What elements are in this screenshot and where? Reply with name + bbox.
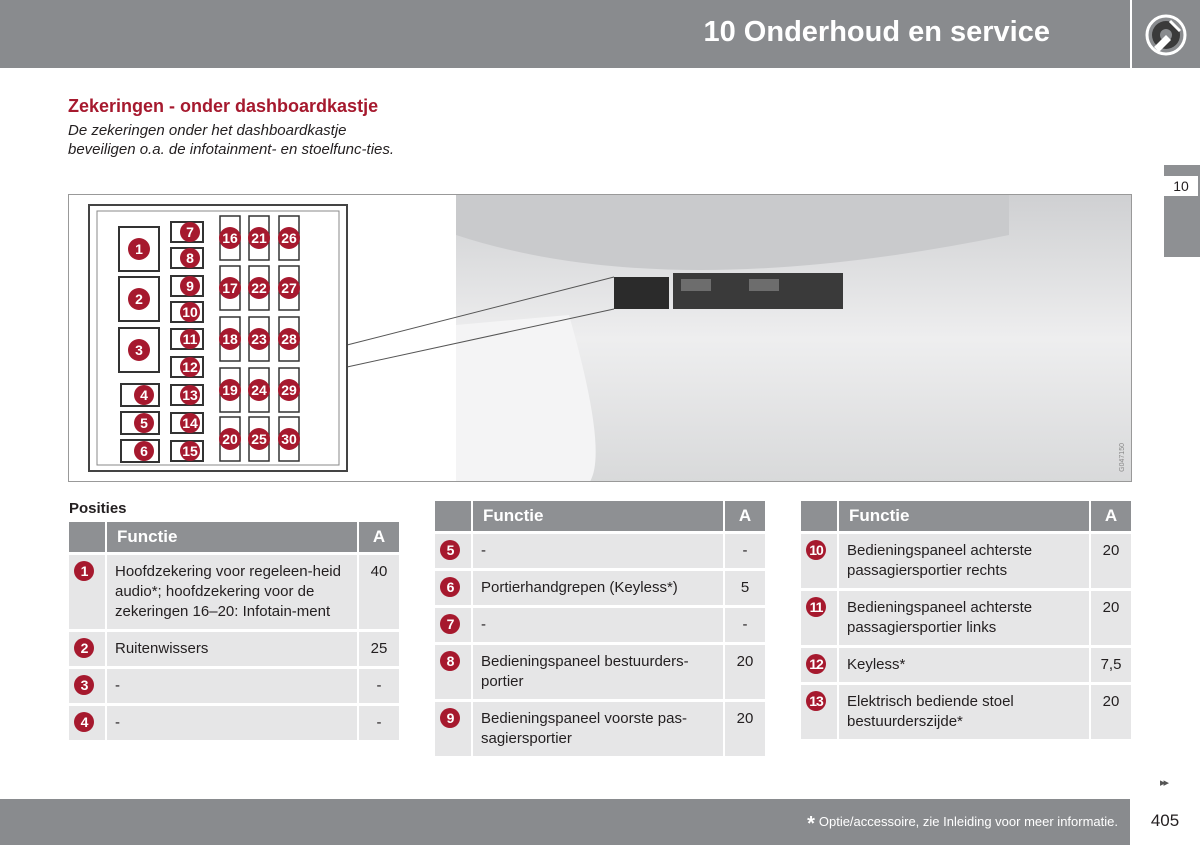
ampere-header: A — [359, 522, 399, 552]
fuse-number: 15 — [182, 443, 198, 459]
fuse-number-badge: 11 — [806, 597, 826, 617]
table-row — [69, 555, 399, 629]
fuse-label — [248, 277, 270, 299]
table-row — [435, 571, 765, 605]
fuse-number: 11 — [182, 331, 198, 347]
fuse-box-diagram — [89, 205, 347, 471]
fuse-label — [128, 238, 150, 260]
fuse-label — [248, 328, 270, 350]
function-cell: Keyless* — [839, 648, 1091, 682]
ampere-cell: 20 — [1091, 685, 1131, 739]
ampere-cell: 7,5 — [1091, 648, 1131, 682]
table-row — [69, 669, 399, 703]
function-cell: - — [473, 534, 725, 568]
table-row — [801, 591, 1131, 645]
function-cell: Hoofdzekering voor regeleen-heid audio*; hoofdzekering voor de zekeringen 16–20: Infotain-ment — [107, 555, 359, 629]
function-header: Functie — [107, 522, 359, 552]
table-header-row — [69, 522, 399, 552]
fuse-label — [180, 413, 200, 433]
fuse-number: 20 — [222, 431, 238, 447]
chapter-title: 10 Onderhoud en service — [703, 16, 1050, 48]
fuse-label — [134, 441, 154, 461]
fuse-label — [248, 379, 270, 401]
fuse-number-cell — [801, 685, 839, 739]
fuse-number: 10 — [182, 304, 198, 320]
fuse-number: 24 — [251, 382, 267, 398]
fuse-number: 8 — [186, 250, 194, 266]
fuse-number: 21 — [251, 230, 267, 246]
fuse-number: 5 — [140, 415, 148, 431]
table-header-row — [435, 501, 765, 531]
fuse-label — [219, 227, 241, 249]
fuse-number: 25 — [251, 431, 267, 447]
fuse-label — [248, 227, 270, 249]
fuse-slot — [681, 279, 711, 291]
chapter-side-tab-label: 10 — [1164, 176, 1198, 196]
ampere-cell: 20 — [725, 645, 765, 699]
ampere-cell: 20 — [1091, 591, 1131, 645]
ampere-cell: 5 — [725, 571, 765, 605]
table-row — [69, 706, 399, 740]
table-row — [801, 534, 1131, 588]
fuse-number: 22 — [251, 280, 267, 296]
ampere-cell: - — [359, 669, 399, 703]
fuse-number: 19 — [222, 382, 238, 398]
fuse-table-1 — [69, 519, 399, 743]
table-row — [435, 534, 765, 568]
fuse-label — [134, 385, 154, 405]
function-cell: Bedieningspaneel voorste pas-sagiersportier — [473, 702, 725, 756]
fuse-number-badge: 7 — [440, 614, 460, 634]
ampere-cell: 20 — [1091, 534, 1131, 588]
fuse-number-badge: 4 — [74, 712, 94, 732]
fuse-number: 6 — [140, 443, 148, 459]
fuse-label — [180, 357, 200, 377]
fuse-number-cell — [69, 669, 107, 703]
fuse-number: 12 — [182, 359, 198, 375]
function-cell: - — [473, 608, 725, 642]
fuse-number-cell — [435, 571, 473, 605]
footnote — [807, 813, 1118, 836]
function-cell: - — [107, 669, 359, 703]
fuse-number: 28 — [281, 331, 297, 347]
fuse-number-badge: 2 — [74, 638, 94, 658]
function-cell: Elektrisch bediende stoel bestuurderszijde* — [839, 685, 1091, 739]
fuse-label — [180, 248, 200, 268]
fuse-number-badge: 5 — [440, 540, 460, 560]
fuse-number-badge: 8 — [440, 651, 460, 671]
fuse-label — [128, 288, 150, 310]
section-intro: De zekeringen onder het dashboardkastje beveiligen o.a. de infotainment- en stoelfunc-ties. — [68, 122, 395, 158]
positions-label: Posities — [69, 500, 127, 517]
table-row — [435, 645, 765, 699]
fuse-number-cell — [435, 645, 473, 699]
fuse-number-badge: 12 — [806, 654, 826, 674]
fuse-box-figure — [68, 194, 1132, 482]
fuse-number-cell — [801, 648, 839, 682]
fuse-label — [180, 385, 200, 405]
footnote-text: Optie/accessoire, zie Inleiding voor meer informatie. — [818, 814, 1118, 829]
fuse-number: 27 — [281, 280, 297, 296]
table-row — [435, 608, 765, 642]
function-cell: Bedieningspaneel achterste passagiersportier links — [839, 591, 1091, 645]
fuse-label — [248, 428, 270, 450]
table-header-row — [801, 501, 1131, 531]
fuse-label — [278, 428, 300, 450]
fuse-number: 7 — [186, 224, 194, 240]
fuse-label — [219, 328, 241, 350]
figure-code: G047150 — [1119, 443, 1126, 472]
function-cell: Ruitenwissers — [107, 632, 359, 666]
fuse-number: 30 — [281, 431, 297, 447]
number-header — [801, 501, 839, 531]
function-header: Functie — [473, 501, 725, 531]
ampere-cell: - — [725, 608, 765, 642]
function-cell: - — [107, 706, 359, 740]
function-cell: Bedieningspaneel bestuurders-portier — [473, 645, 725, 699]
ampere-header: A — [1091, 501, 1131, 531]
fuse-label — [180, 302, 200, 322]
ampere-cell: 20 — [725, 702, 765, 756]
table-row — [69, 632, 399, 666]
fuse-label — [180, 222, 200, 242]
fuse-label — [219, 379, 241, 401]
fuse-label — [219, 428, 241, 450]
fuse-label — [278, 227, 300, 249]
fuse-number-badge: 3 — [74, 675, 94, 695]
ampere-cell: 25 — [359, 632, 399, 666]
fuse-number: 14 — [182, 415, 198, 431]
table-row — [801, 648, 1131, 682]
fuse-slot — [749, 279, 779, 291]
footer-bar — [0, 799, 1130, 845]
fuse-table-2 — [435, 498, 765, 759]
fuse-number: 1 — [135, 241, 143, 257]
fuse-holder-small — [614, 277, 669, 309]
fuse-number: 17 — [222, 280, 238, 296]
fuse-number-cell — [69, 555, 107, 629]
fuse-number: 4 — [140, 387, 148, 403]
ampere-cell: 40 — [359, 555, 399, 629]
function-header: Functie — [839, 501, 1091, 531]
fuse-number-cell — [435, 608, 473, 642]
fuse-number-cell — [69, 706, 107, 740]
fuse-label — [128, 339, 150, 361]
fuse-label — [180, 276, 200, 296]
fuse-box-illustration — [69, 195, 1132, 482]
fuse-number: 2 — [135, 291, 143, 307]
fuse-number: 29 — [281, 382, 297, 398]
fuse-number-badge: 10 — [806, 540, 826, 560]
section-title: Zekeringen - onder dashboardkastje — [68, 96, 379, 116]
fuse-number-cell — [801, 591, 839, 645]
fuse-label — [180, 441, 200, 461]
fuse-number-badge: 1 — [74, 561, 94, 581]
fuse-number-cell — [435, 534, 473, 568]
trim-panel — [456, 315, 596, 482]
function-cell: Bedieningspaneel achterste passagiersportier rechts — [839, 534, 1091, 588]
fuse-number-badge: 13 — [806, 691, 826, 711]
number-header — [69, 522, 107, 552]
number-header — [435, 501, 473, 531]
chapter-icon-box — [1132, 0, 1200, 68]
ampere-cell: - — [725, 534, 765, 568]
fuse-number: 9 — [186, 278, 194, 294]
footnote-star: * — [807, 813, 815, 835]
fuse-number-cell — [801, 534, 839, 588]
fuse-number-cell — [435, 702, 473, 756]
table-row — [435, 702, 765, 756]
page-number: 405 — [1150, 811, 1180, 830]
fuse-number: 16 — [222, 230, 238, 246]
wrench-gear-icon — [1144, 13, 1188, 57]
table-row — [801, 685, 1131, 739]
fuse-number-badge: 9 — [440, 708, 460, 728]
fuse-number-cell — [69, 632, 107, 666]
continue-arrow-icon: ▸▸ — [1160, 777, 1168, 789]
function-cell: Portierhandgrepen (Keyless*) — [473, 571, 725, 605]
fuse-table-3 — [801, 498, 1131, 742]
fuse-label — [278, 328, 300, 350]
fuse-label — [134, 413, 154, 433]
fuse-number: 13 — [182, 387, 198, 403]
fuse-label — [278, 277, 300, 299]
fuse-number: 26 — [281, 230, 297, 246]
ampere-header: A — [725, 501, 765, 531]
fuse-label — [180, 329, 200, 349]
fuse-number: 3 — [135, 342, 143, 358]
fuse-number: 18 — [222, 331, 238, 347]
fuse-label — [219, 277, 241, 299]
fuse-number-badge: 6 — [440, 577, 460, 597]
chapter-header — [0, 0, 1130, 68]
fuse-label — [278, 379, 300, 401]
ampere-cell: - — [359, 706, 399, 740]
fuse-number: 23 — [251, 331, 267, 347]
